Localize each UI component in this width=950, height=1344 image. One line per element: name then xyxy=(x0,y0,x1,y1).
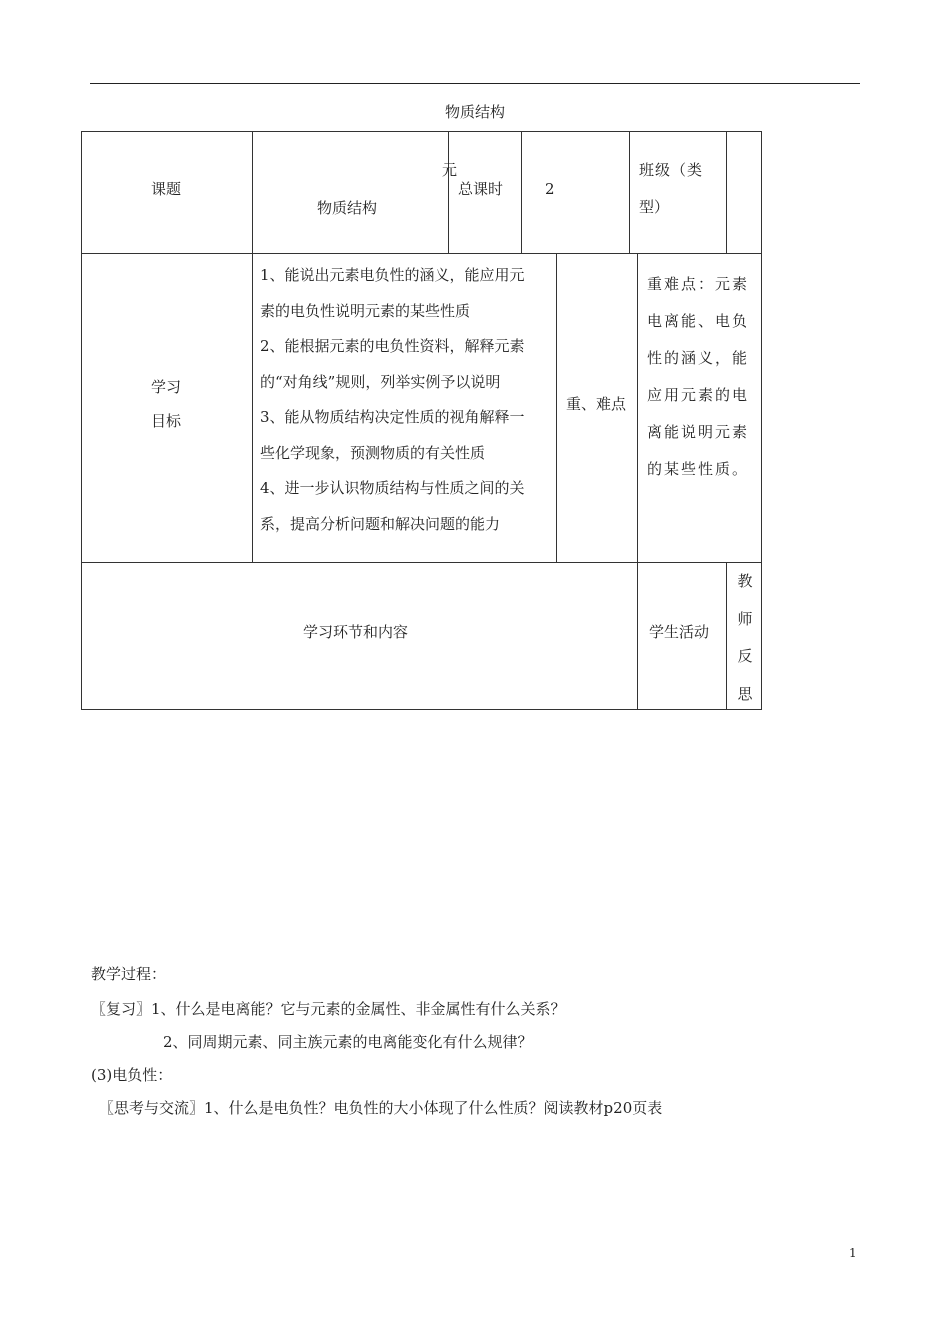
think-question-1: 〖思考与交流〗1、什么是电负性？电负性的大小体现了什么性质？阅读教材p20页表 xyxy=(99,1099,663,1117)
goal-line: 些化学现象，预测物质的有关性质 xyxy=(260,443,486,462)
table-rule-v xyxy=(448,131,449,254)
learning-goals xyxy=(260,258,552,542)
key-point-line: 的某些性质。 xyxy=(647,460,750,478)
key-point-line: 性的涵义，能 xyxy=(647,349,750,367)
table-rule-v xyxy=(726,562,727,710)
teacher-reflection-char: 教 xyxy=(737,572,753,590)
process-title: 教学过程： xyxy=(91,965,167,983)
table-border-left xyxy=(81,131,82,710)
key-point-line: 电离能、电负 xyxy=(647,312,750,330)
review-question-2: 2、同周期元素、同主族元素的电离能变化有什么规律？ xyxy=(163,1033,533,1051)
topic-label: 课题 xyxy=(151,180,182,198)
table-border-bottom xyxy=(81,709,762,710)
teacher-reflection-label xyxy=(734,563,756,713)
table-rule-row1 xyxy=(81,253,762,254)
key-point-line: 重难点：元素 xyxy=(647,275,750,293)
goal-line: 的“对角线”规则，列举实例予以说明 xyxy=(260,372,501,391)
table-rule-v xyxy=(726,131,727,254)
topic-value-extra: 元 xyxy=(442,161,458,179)
table-border-top xyxy=(81,131,762,132)
table-rule-v xyxy=(637,253,638,563)
total-hours-label: 总课时 xyxy=(458,180,504,198)
review-question-1: 〖复习〗1、什么是电离能？它与元素的金属性、非金属性有什么关系？ xyxy=(91,1000,566,1018)
page-number: 1 xyxy=(849,1246,857,1260)
table-rule-v xyxy=(252,131,253,254)
table-border-right xyxy=(761,131,762,710)
class-type-label-line2: 型） xyxy=(639,198,670,216)
teacher-reflection-char: 师 xyxy=(737,609,753,628)
student-activity-label: 学生活动 xyxy=(649,623,710,641)
table-rule-v xyxy=(629,131,630,254)
goal-line: 4、进一步认识物质结构与性质之间的关 xyxy=(260,479,525,497)
table-rule-v xyxy=(252,253,253,563)
topic-value: 物质结构 xyxy=(317,199,378,217)
goals-label-line1: 学习 xyxy=(151,378,182,396)
page-header-title: 物质结构 xyxy=(444,103,505,121)
table-rule-v xyxy=(637,562,638,710)
table-rule-v xyxy=(521,131,522,254)
teacher-reflection-char: 反 xyxy=(737,647,753,665)
header-rule xyxy=(90,83,860,84)
goal-line: 2、能根据元素的电负性资料，解释元素 xyxy=(260,337,525,355)
table-rule-row2 xyxy=(81,562,762,563)
table-rule-v xyxy=(556,253,557,563)
key-point-line: 应用元素的电 xyxy=(647,386,750,404)
goal-line: 3、能从物质结构决定性质的视角解释一 xyxy=(260,408,525,426)
goal-line: 素的电负性说明元素的某些性质 xyxy=(260,301,471,320)
goal-line: 1、能说出元素电负性的涵义，能应用元 xyxy=(260,266,525,284)
key-points xyxy=(647,266,757,488)
content-label: 学习环节和内容 xyxy=(303,623,409,641)
class-type-label-line1: 班级（类 xyxy=(639,161,704,179)
teacher-reflection-char: 思 xyxy=(737,684,753,703)
key-point-line: 离能说明元素 xyxy=(647,423,750,441)
section-heading: (3)电负性： xyxy=(91,1066,173,1084)
goals-label-line2: 目标 xyxy=(151,412,182,430)
total-hours-value: 2 xyxy=(545,180,555,198)
key-points-label: 重、难点 xyxy=(566,395,627,413)
goal-line: 系，提高分析问题和解决问题的能力 xyxy=(260,514,501,533)
